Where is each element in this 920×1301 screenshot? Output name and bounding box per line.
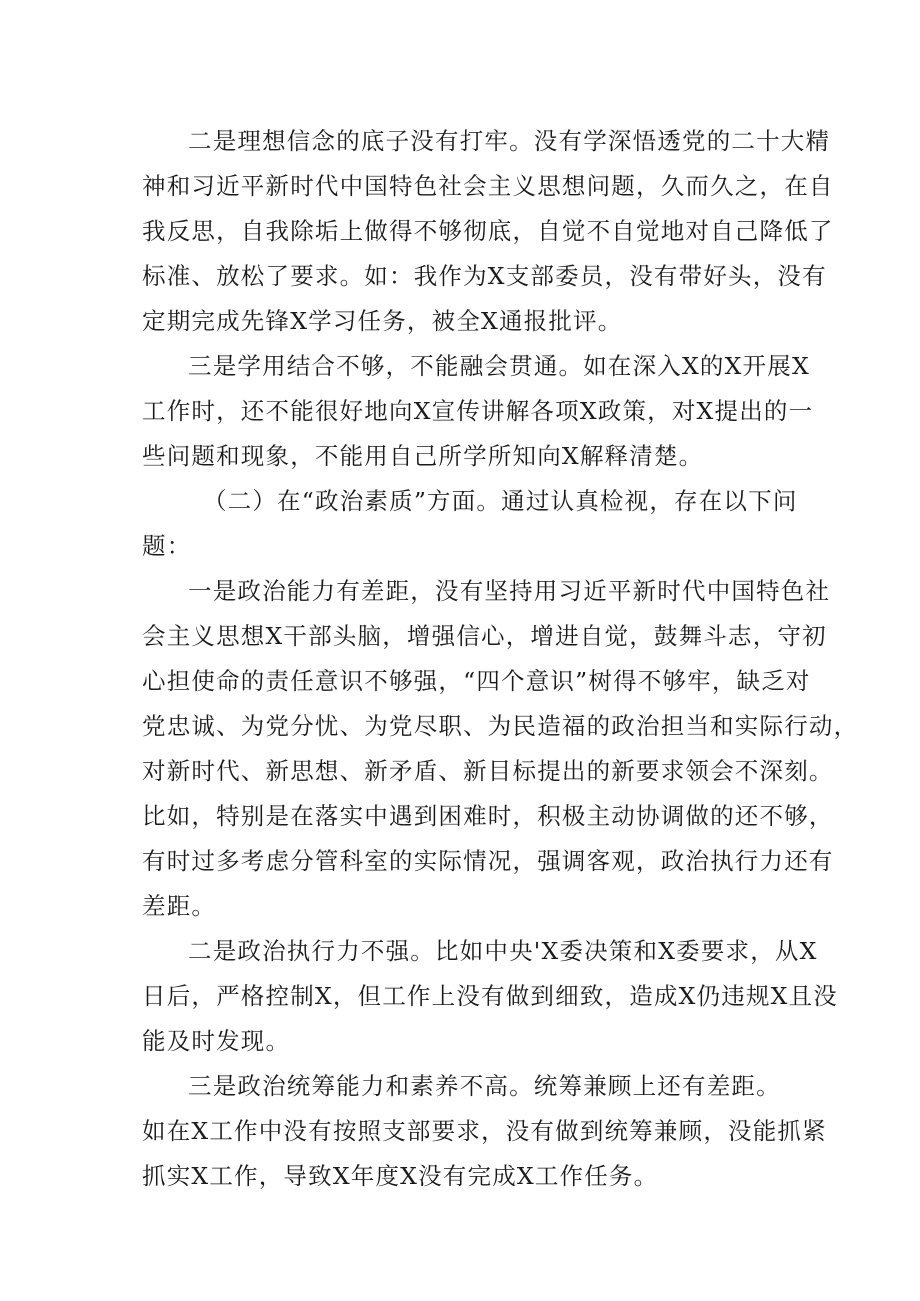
section-heading: （二）在“政治素质”方面。通过认真检视，存在以下问 (203, 487, 798, 515)
text-line: 一是政治能力有差距，没有坚持用习近平新时代中国特色社 (188, 577, 831, 605)
text-line: 标准、放松了要求。如：我作为X支部委员，没有带好头，没有 (142, 262, 827, 290)
text-line: 我反思，自我除垢上做得不够彻底，自觉不自觉地对自己降低了 (142, 217, 834, 245)
text-line: 会主义思想X干部头脑，增强信心，增进自觉，鼓舞斗志，守初 (142, 622, 827, 650)
text-line: 党忠诚、为党分忧、为党尽职、为民造福的政治担当和实际行动， (142, 712, 859, 740)
text-line: 能及时发现。 (142, 1027, 291, 1055)
text-line: 比如，特别是在落实中遇到困难时，积极主动协调做的还不够， (142, 802, 834, 830)
text-line: 二是理想信念的底子没有打牢。没有学深悟透党的二十大精 (188, 127, 831, 155)
text-line: 二是政治执行力不强。比如中央'X委决策和X委要求，从X (188, 937, 818, 965)
text-line: 工作时，还不能很好地向X宣传讲解各项X政策，对X提出的一 (142, 397, 814, 425)
text-line: 对新时代、新思想、新矛盾、新目标提出的新要求领会不深刻。 (142, 757, 834, 785)
text-line: 定期完成先锋X学习任务，被全X通报批评。 (142, 307, 623, 335)
text-line: 些问题和现象，不能用自己所学所知向X解释清楚。 (142, 442, 704, 470)
text-line: 差距。 (142, 892, 217, 920)
text-line: 三是学用结合不够，不能融会贯通。如在深入X的X开展X (188, 352, 810, 380)
text-line: 如在X工作中没有按照支部要求，没有做到统筹兼顾，没能抓紧 (142, 1117, 827, 1145)
text-line: 神和习近平新时代中国特色社会主义思想问题，久而久之，在自 (142, 172, 834, 200)
text-line: 三是政治统筹能力和素养不高。统筹兼顾上还有差距。 (188, 1072, 781, 1100)
text-line: 有时过多考虑分管科室的实际情况，强调客观，政治执行力还有 (142, 847, 834, 875)
text-line: 题： (142, 532, 192, 560)
text-line: 抓实X工作，导致X年度X没有完成X工作任务。 (142, 1162, 659, 1190)
text-line: 心担使命的责任意识不够强，“四个意识”树得不够牢，缺乏对 (142, 667, 811, 695)
text-line: 日后，严格控制X，但工作上没有做到细致，造成X仍违规X且没 (142, 982, 838, 1010)
